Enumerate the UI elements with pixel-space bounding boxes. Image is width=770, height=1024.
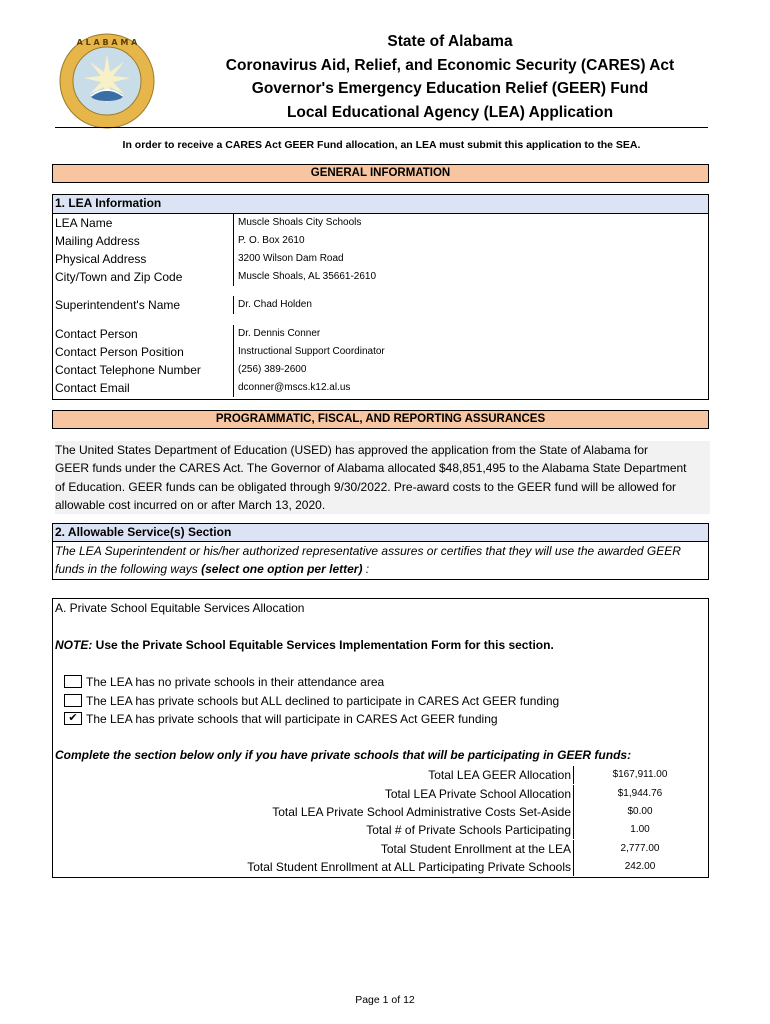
intro-text: In order to receive a CARES Act GEER Fund allocation, an LEA must submit this application to the SEA. <box>122 139 641 151</box>
assurances-line-1: The United States Department of Education (USED) has approved the application from the State of Alabama for <box>55 443 648 457</box>
assurances-line-3: of Education. GEER funds can be obligated through 9/30/2022. Pre-award costs to the GEER fund will be allowed for <box>55 479 677 494</box>
note-line <box>55 638 554 652</box>
mailing-address-label: Mailing Address <box>55 232 234 250</box>
financial-value[interactable]: $0.00 <box>627 806 653 817</box>
allowable-services-line-1: The LEA Superintendent or his/her authorized representative assures or certifies that they will use the awarded GEER <box>55 544 681 558</box>
financial-row <box>53 785 708 803</box>
line-2-bold: (select one option per letter) <box>201 562 363 576</box>
title-line-1: State of Alabama <box>387 33 513 50</box>
title-divider <box>55 127 708 128</box>
note-label: NOTE: <box>55 638 93 652</box>
financial-label: Total LEA Private School Administrative Costs Set-Aside <box>272 803 574 821</box>
allowable-services-line-2 <box>53 560 708 578</box>
physical-address-value[interactable]: 3200 Wilson Dam Road <box>238 253 344 264</box>
alabama-seal-icon <box>58 32 156 130</box>
assurances-line-2: GEER funds under the CARES Act. The Governor of Alabama allocated $48,851,495 to the Alabama State Department <box>55 461 687 476</box>
contact-phone-label: Contact Telephone Number <box>55 361 234 379</box>
superintendent-value[interactable]: Dr. Chad Holden <box>238 299 312 310</box>
contact-position-row <box>53 343 708 361</box>
note-text: Use the Private School Equitable Services Implementation Form for this section. <box>92 638 554 652</box>
private-school-section <box>52 598 709 878</box>
financial-value[interactable]: 1.00 <box>630 824 650 835</box>
financial-row <box>53 803 708 821</box>
financial-label: Total Student Enrollment at the LEA <box>381 840 574 858</box>
allowable-services-section <box>52 523 709 580</box>
allowable-services-header: 2. Allowable Service(s) Section <box>53 524 708 542</box>
document-title <box>170 30 730 124</box>
assurances-paragraph <box>55 441 710 514</box>
lea-name-label: LEA Name <box>55 214 234 232</box>
physical-address-row <box>53 250 708 268</box>
financial-value[interactable]: $167,911.00 <box>612 769 668 780</box>
financial-label: Total # of Private Schools Participating <box>366 821 574 839</box>
contact-person-value[interactable]: Dr. Dennis Conner <box>238 328 321 339</box>
financial-row <box>53 766 708 784</box>
financial-label: Total LEA Private School Allocation <box>385 785 574 803</box>
complete-section-note: Complete the section below only if you have private schools that will be participating in GEER funds: <box>55 748 632 762</box>
financial-label: Total Student Enrollment at ALL Participating Private Schools <box>247 858 574 876</box>
city-zip-value[interactable]: Muscle Shoals, AL 35661-2610 <box>238 271 377 282</box>
lea-name-row <box>53 214 708 232</box>
title-line-4: Local Educational Agency (LEA) Application <box>286 103 614 121</box>
mailing-address-row <box>53 232 708 250</box>
physical-address-label: Physical Address <box>55 250 234 268</box>
superintendent-row <box>53 296 708 314</box>
contact-email-value[interactable]: dconner@mscs.k12.al.us <box>238 382 351 393</box>
line-2-text: funds in the following ways <box>55 562 202 576</box>
financial-value[interactable]: 242.00 <box>624 861 656 872</box>
checkbox-2[interactable] <box>64 694 82 707</box>
title-line-3: Governor's Emergency Education Relief (GEER) Fund <box>251 80 649 97</box>
financial-value[interactable]: 2,777.00 <box>620 843 660 854</box>
financial-row <box>53 821 708 839</box>
contact-position-label: Contact Person Position <box>55 343 234 361</box>
svg-text:A L A B A M A: A L A B A M A <box>76 38 138 47</box>
checkbox-1[interactable] <box>64 675 82 688</box>
lea-name-value[interactable]: Muscle Shoals City Schools <box>238 217 362 228</box>
private-school-title: A. Private School Equitable Services Allocation <box>55 601 305 615</box>
lea-information-header: 1. LEA Information <box>53 195 708 214</box>
contact-position-value[interactable]: Instructional Support Coordinator <box>238 346 385 357</box>
contact-person-row <box>53 325 708 343</box>
page-number: Page 1 of 12 <box>355 994 415 1006</box>
financial-row <box>53 858 708 876</box>
checkbox-3[interactable]: ✔ <box>64 712 82 725</box>
contact-phone-row <box>53 361 708 379</box>
contact-email-row <box>53 379 708 397</box>
contact-person-label: Contact Person <box>55 325 234 343</box>
assurances-line-4: allowable cost incurred on or after March 13, 2020. <box>55 497 326 512</box>
financial-label: Total LEA GEER Allocation <box>428 766 574 784</box>
lea-information-section <box>52 194 709 400</box>
assurances-banner: PROGRAMMATIC, FISCAL, AND REPORTING ASSURANCES <box>52 410 709 429</box>
general-information-banner: GENERAL INFORMATION <box>52 164 709 183</box>
title-line-2: Coronavirus Aid, Relief, and Economic Security (CARES) Act <box>225 56 675 74</box>
financial-row <box>53 840 708 858</box>
option-2-text: The LEA has private schools but ALL declined to participate in CARES Act GEER funding <box>86 694 560 708</box>
superintendent-label: Superintendent's Name <box>55 296 234 314</box>
line-2-end: : <box>362 562 370 576</box>
option-3-text: The LEA has private schools that will participate in CARES Act GEER funding <box>86 712 498 726</box>
contact-email-label: Contact Email <box>55 379 234 397</box>
financial-value[interactable]: $1,944.76 <box>617 788 663 799</box>
mailing-address-value[interactable]: P. O. Box 2610 <box>238 235 305 246</box>
city-zip-row <box>53 268 708 286</box>
contact-phone-value[interactable]: (256) 389-2600 <box>238 364 307 375</box>
city-zip-label: City/Town and Zip Code <box>55 268 234 286</box>
option-1-text: The LEA has no private schools in their attendance area <box>86 675 385 689</box>
